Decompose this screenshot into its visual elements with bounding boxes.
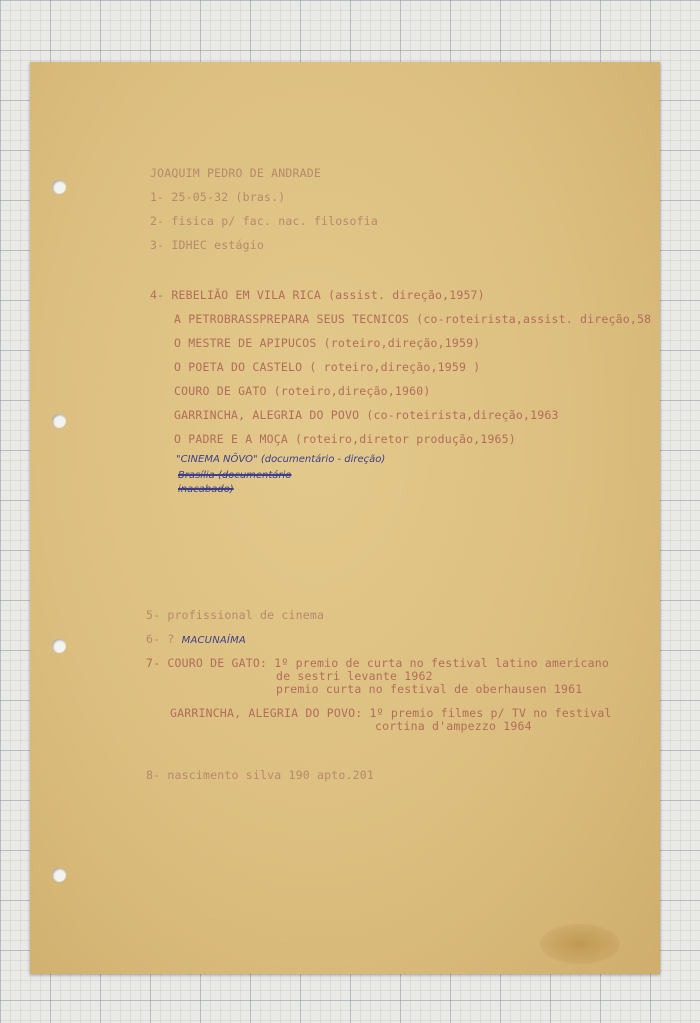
- item-internship: 3- IDHEC estágio: [150, 238, 264, 252]
- struck-text: inacabado): [178, 484, 234, 495]
- handwritten-note: "CINEMA NÔVO" (documentário - direção): [176, 454, 386, 465]
- item-address: 8- nascimento silva 190 apto.201: [146, 768, 374, 782]
- item-project: [146, 632, 246, 646]
- item-education: 2- fisica p/ fac. nac. filosofia: [150, 214, 378, 228]
- paper-stain: [540, 924, 620, 964]
- punch-hole: [52, 414, 66, 428]
- award-line: GARRINCHA, ALEGRIA DO POVO: 1º premio filmes p/ TV no festival: [170, 706, 612, 720]
- punch-hole: [52, 639, 66, 653]
- punch-hole: [52, 868, 66, 882]
- struck-text: Brasília (documentário: [178, 470, 292, 481]
- person-name: JOAQUIM PEDRO DE ANDRADE: [150, 166, 321, 180]
- item-project-prefix: 6- ?: [146, 632, 175, 646]
- filmography-line: GARRINCHA, ALEGRIA DO POVO (co-roteirista,direção,1963: [174, 408, 559, 422]
- filmography-line: 4- REBELIÃO EM VILA RICA (assist. direção,1957): [150, 288, 485, 302]
- filmography-line: A PETROBRASSPREPARA SEUS TECNICOS (co-roteirista,assist. direção,58: [174, 312, 652, 326]
- handwritten-title: MACUNAÍMA: [181, 635, 246, 646]
- item-birth: 1- 25-05-32 (bras.): [150, 190, 286, 204]
- handwritten-note-struck: [178, 470, 291, 481]
- award-line: de sestri levante 1962: [276, 669, 433, 683]
- handwritten-note-struck: [178, 484, 234, 495]
- filmography-line: O MESTRE DE APIPUCOS (roteiro,direção,1959): [174, 336, 481, 350]
- item-profession: 5- profissional de cinema: [146, 608, 325, 622]
- filmography-line: O PADRE E A MOÇA (roteiro,diretor produção,1965): [174, 432, 516, 446]
- typed-sheet: [30, 62, 660, 974]
- punch-hole: [52, 180, 66, 194]
- filmography-line: O POETA DO CASTELO ( roteiro,direção,1959 ): [174, 360, 481, 374]
- filmography-line: COURO DE GATO (roteiro,direção,1960): [174, 384, 431, 398]
- award-line: cortina d'ampezzo 1964: [375, 719, 532, 733]
- award-line: 7- COURO DE GATO: 1º premio de curta no festival latino americano: [146, 656, 610, 670]
- award-line: premio curta no festival de oberhausen 1961: [276, 682, 583, 696]
